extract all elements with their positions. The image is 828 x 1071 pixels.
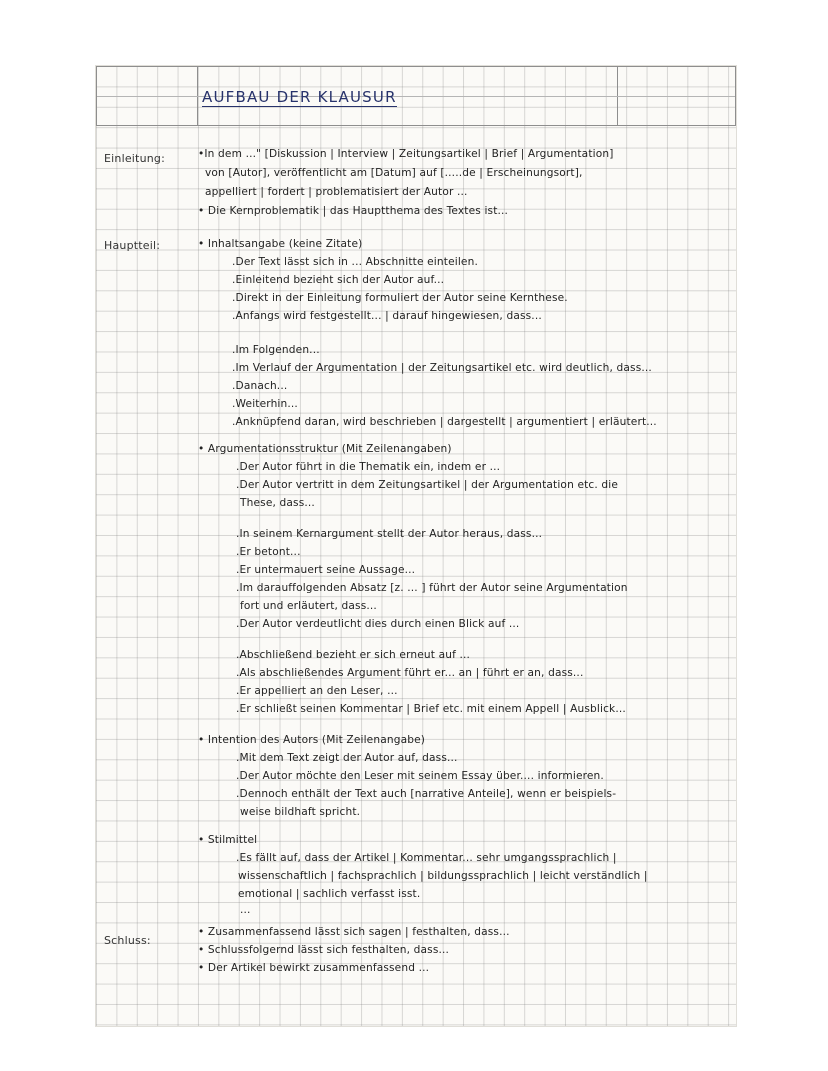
inhalt-line: .Im Folgenden... (232, 344, 320, 356)
label-hauptteil: Hauptteil: (104, 239, 161, 252)
intention-line: .Der Autor möchte den Leser mit seinem Essay über.... informieren. (236, 770, 604, 782)
title-box-midline (97, 96, 735, 97)
einleitung-line: von [Autor], veröffentlicht am [Datum] auf [.....de | Erscheinungsort], (205, 167, 583, 179)
einleitung-line: appelliert | fordert | problematisiert der Autor ... (205, 186, 468, 198)
section-heading-inhaltsangabe: • Inhaltsangabe (keine Zitate) (198, 238, 363, 250)
inhalt-line: .Direkt in der Einleitung formuliert der Autor seine Kernthese. (232, 292, 568, 304)
schluss-line: • Zusammenfassend lässt sich sagen | festhalten, dass... (198, 926, 510, 938)
argument-line: .Er schließt seinen Kommentar | Brief etc. mit einem Appell | Ausblick... (236, 703, 626, 715)
section-heading-argumentationsstruktur: • Argumentationsstruktur (Mit Zeilenangaben) (198, 443, 452, 455)
argument-line: .Der Autor verdeutlicht dies durch einen Blick auf ... (236, 618, 520, 630)
argument-line: These, dass... (240, 497, 315, 509)
argument-line: fort und erläutert, dass... (240, 600, 377, 612)
argument-line: .Er appelliert an den Leser, ... (236, 685, 398, 697)
argument-line: .Der Autor führt in die Thematik ein, indem er ... (236, 461, 501, 473)
einleitung-line: •In dem ..." [Diskussion | Interview | Zeitungsartikel | Brief | Argumentation] (198, 148, 614, 160)
section-heading-stilmittel: • Stilmittel (198, 834, 258, 846)
argument-line: .In seinem Kernargument stellt der Autor heraus, dass... (236, 528, 543, 540)
argument-line: .Abschließend bezieht er sich erneut auf ... (236, 649, 471, 661)
stilmittel-line: ... (240, 904, 251, 916)
argument-line: .Der Autor vertritt in dem Zeitungsartikel | der Argumentation etc. die (236, 479, 619, 491)
einleitung-line: • Die Kernproblematik | das Hauptthema des Textes ist... (198, 205, 509, 217)
schluss-line: • Schlussfolgernd lässt sich festhalten, dass... (198, 944, 450, 956)
argument-line: .Er untermauert seine Aussage... (236, 564, 416, 576)
inhalt-line: .Weiterhin... (232, 398, 298, 410)
argument-line: .Als abschließendes Argument führt er... an | führt er an, dass... (236, 667, 584, 679)
stilmittel-line: emotional | sachlich verfasst isst. (238, 888, 421, 900)
label-schluss: Schluss: (104, 934, 151, 947)
inhalt-line: .Anknüpfend daran, wird beschrieben | dargestellt | argumentiert | erläutert... (232, 416, 657, 428)
argument-line: .Er betont... (236, 546, 301, 558)
argument-line: .Im darauffolgenden Absatz [z. ... ] führt der Autor seine Argumentation (236, 582, 628, 594)
stilmittel-line: .Es fällt auf, dass der Artikel | Kommentar... sehr umgangssprachlich | (236, 852, 617, 864)
title-box (96, 66, 736, 126)
stilmittel-line: wissenschaftlich | fachsprachlich | bildungssprachlich | leicht verständlich | (238, 870, 648, 882)
label-einleitung: Einleitung: (104, 152, 166, 165)
intention-line: weise bildhaft spricht. (240, 806, 361, 818)
inhalt-line: .Anfangs wird festgestellt... | darauf hingewiesen, dass... (232, 310, 542, 322)
schluss-line: • Der Artikel bewirkt zusammenfassend ... (198, 962, 430, 974)
section-heading-intention: • Intention des Autors (Mit Zeilenangabe) (198, 734, 426, 746)
inhalt-line: .Danach... (232, 380, 288, 392)
intention-line: .Dennoch enthält der Text auch [narrative Anteile], wenn er beispiels- (236, 788, 617, 800)
inhalt-line: .Der Text lässt sich in ... Abschnitte einteilen. (232, 256, 478, 268)
page-title: AUFBAU DER KLAUSUR (202, 88, 397, 106)
inhalt-line: .Einleitend bezieht sich der Autor auf... (232, 274, 445, 286)
inhalt-line: .Im Verlauf der Argumentation | der Zeitungsartikel etc. wird deutlich, dass... (232, 362, 652, 374)
intention-line: .Mit dem Text zeigt der Autor auf, dass... (236, 752, 458, 764)
